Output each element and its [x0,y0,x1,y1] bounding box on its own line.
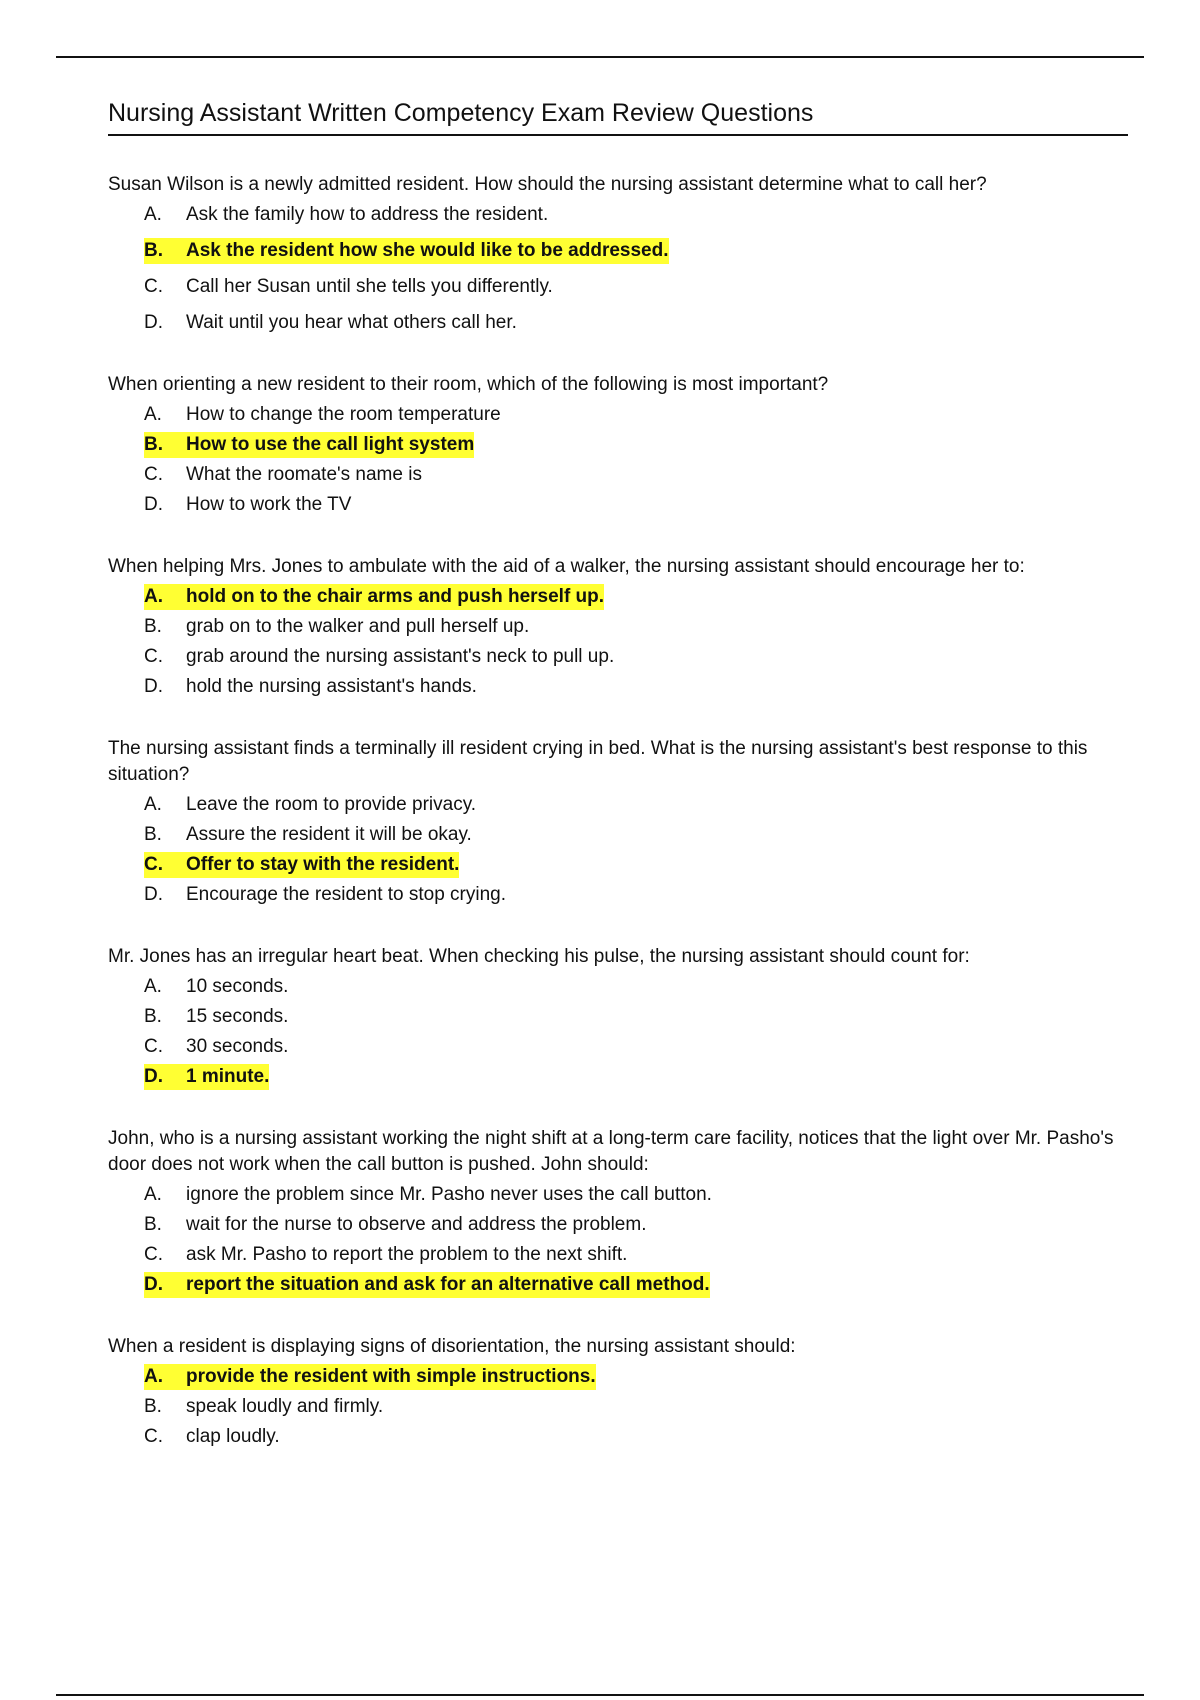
answer-option [144,1212,646,1238]
option-letter: D. [144,1066,163,1087]
answer-option [144,492,351,518]
answer-option-correct [144,432,474,458]
option-text: report the situation and ask for an alternative call method. [186,1274,710,1295]
question-1 [108,172,1128,336]
answer-options [108,792,1128,908]
option-letter: C. [144,1036,163,1057]
page-title: Nursing Assistant Written Competency Exam Review Questions [108,98,1128,136]
option-text: Leave the room to provide privacy. [186,794,477,815]
option-text: How to use the call light system [186,434,475,455]
answer-option [144,310,517,336]
option-letter: B. [144,824,162,845]
answer-option [144,974,288,1000]
option-text: hold the nursing assistant's hands. [186,676,477,697]
option-letter: D. [144,676,163,697]
option-text: What the roomate's name is [186,464,422,485]
option-letter: C. [144,854,163,875]
answer-option-correct [144,584,604,610]
question-stem: Mr. Jones has an irregular heart beat. When checking his pulse, the nursing assistant should count for: [108,946,970,967]
answer-option [144,274,553,300]
option-letter: B. [144,434,163,455]
answer-option [144,1182,712,1208]
option-letter: A. [144,204,162,225]
option-text: 30 seconds. [186,1036,289,1057]
option-letter: B. [144,1006,162,1027]
option-letter: C. [144,646,163,667]
option-text: 10 seconds. [186,976,289,997]
answer-option [144,792,476,818]
option-text: 1 minute. [186,1066,270,1087]
option-text: Wait until you hear what others call her. [186,312,517,333]
option-letter: C. [144,1244,163,1265]
answer-option [144,1394,383,1420]
option-text: Assure the resident it will be okay. [186,824,472,845]
answer-option [144,202,548,228]
option-letter: B. [144,616,162,637]
option-text: Call her Susan until she tells you differently. [186,276,553,297]
option-text: grab on to the walker and pull herself up. [186,616,530,637]
option-letter: A. [144,1184,162,1205]
option-letter: B. [144,1396,162,1417]
question-stem: John, who is a nursing assistant working the night shift at a long-term care facility, notices that the light over Mr. Pasho's door does not work when the call button is pushed. John should: [108,1128,1114,1175]
question-2 [108,372,1128,518]
option-letter: B. [144,1214,162,1235]
answer-option [144,614,529,640]
question-stem: When helping Mrs. Jones to ambulate with the aid of a walker, the nursing assistant should encourage her to: [108,556,1025,577]
option-letter: C. [144,1426,163,1447]
answer-option [144,462,422,488]
question-stem: Susan Wilson is a newly admitted resident. How should the nursing assistant determine what to call her? [108,174,987,195]
answer-option [144,1034,288,1060]
question-stem: When orienting a new resident to their room, which of the following is most important? [108,374,829,395]
option-letter: A. [144,404,162,425]
option-text: grab around the nursing assistant's neck to pull up. [186,646,615,667]
answer-option [144,1242,627,1268]
option-text: Ask the family how to address the resident. [186,204,549,225]
option-letter: A. [144,976,162,997]
option-letter: D. [144,312,163,333]
question-7 [108,1334,1128,1450]
answer-option [144,1424,280,1450]
bottom-rule [56,1694,1144,1696]
answer-options [108,1364,1128,1450]
option-text: provide the resident with simple instructions. [186,1366,596,1387]
option-text: How to work the TV [186,494,352,515]
answer-option-correct [144,1272,710,1298]
answer-option [144,402,501,428]
answer-option-correct [144,238,669,264]
option-text: How to change the room temperature [186,404,501,425]
option-letter: D. [144,1274,163,1295]
option-letter: C. [144,276,163,297]
top-rule [56,56,1144,58]
question-stem: When a resident is displaying signs of disorientation, the nursing assistant should: [108,1336,796,1357]
question-5 [108,944,1128,1090]
answer-option-correct [144,852,459,878]
option-letter: C. [144,464,163,485]
option-letter: D. [144,884,163,905]
option-letter: A. [144,794,162,815]
option-text: wait for the nurse to observe and address the problem. [186,1214,647,1235]
answer-options [108,584,1128,700]
option-letter: A. [144,586,163,607]
answer-options [108,402,1128,518]
question-list [108,172,1128,1486]
answer-option [144,1004,288,1030]
option-text: ask Mr. Pasho to report the problem to the next shift. [186,1244,628,1265]
answer-option [144,674,477,700]
answer-option-correct [144,1064,269,1090]
question-4 [108,736,1128,908]
question-6 [108,1126,1128,1298]
question-3 [108,554,1128,700]
answer-option [144,822,472,848]
option-text: Ask the resident how she would like to be addressed. [186,240,669,261]
option-letter: D. [144,494,163,515]
answer-option [144,882,506,908]
option-text: 15 seconds. [186,1006,289,1027]
option-text: Encourage the resident to stop crying. [186,884,507,905]
answer-options [108,1182,1128,1298]
answer-options [108,202,1128,336]
option-text: clap loudly. [186,1426,280,1447]
option-letter: B. [144,240,163,261]
option-letter: A. [144,1366,163,1387]
option-text: Offer to stay with the resident. [186,854,460,875]
option-text: ignore the problem since Mr. Pasho never uses the call button. [186,1184,712,1205]
question-stem: The nursing assistant finds a terminally ill resident crying in bed. What is the nursing assistant's best response to this situation? [108,738,1088,785]
option-text: hold on to the chair arms and push herself up. [186,586,605,607]
answer-options [108,974,1128,1090]
answer-option-correct [144,1364,596,1390]
option-text: speak loudly and firmly. [186,1396,384,1417]
answer-option [144,644,614,670]
